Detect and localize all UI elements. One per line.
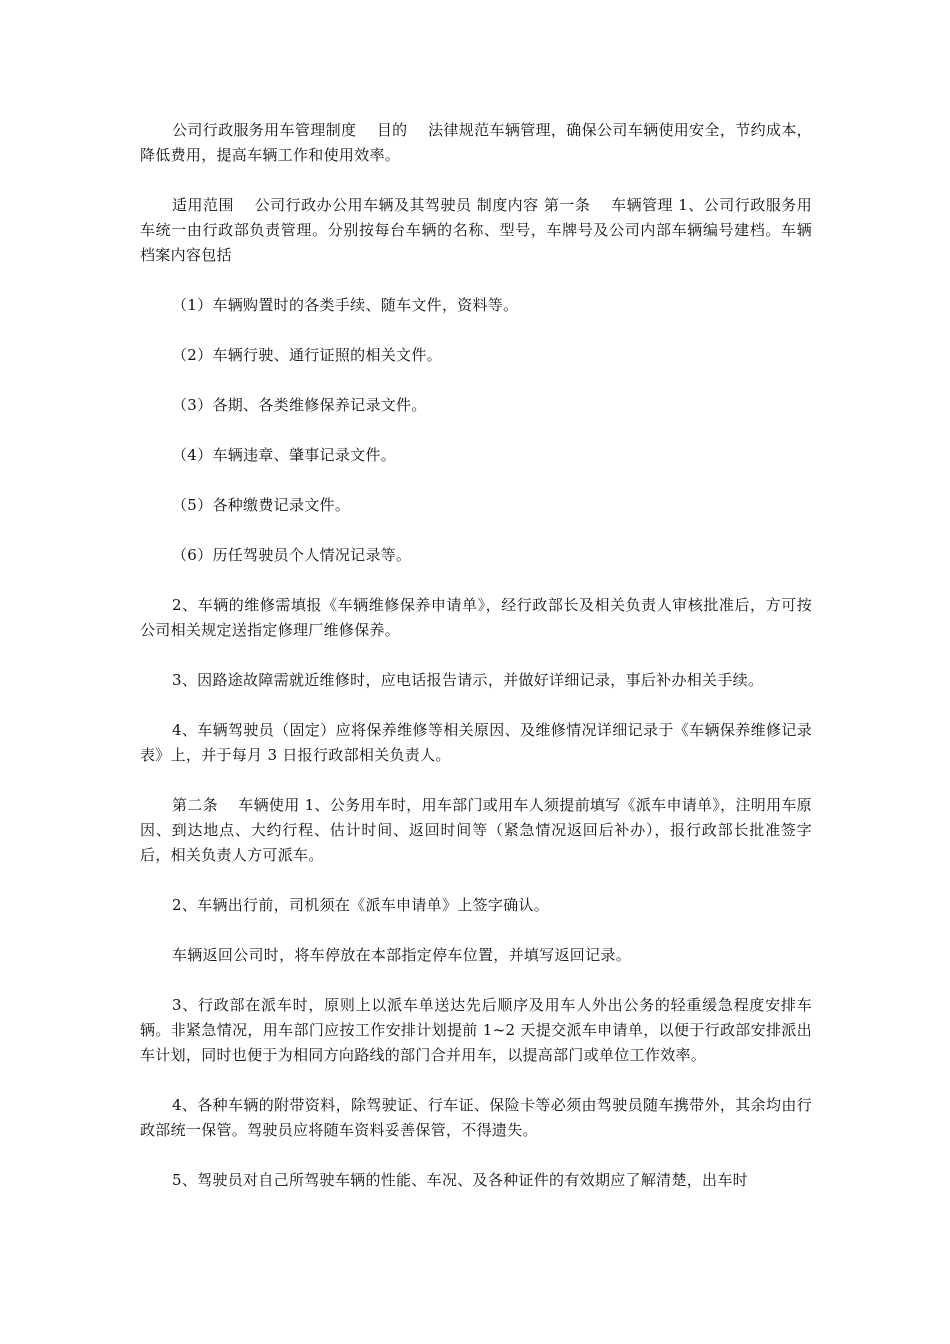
paragraph-maintenance-record: 4、车辆驾驶员（固定）应将保养维修等相关原因、及维修情况详细记录于《车辆保养维修记录表》上，并于每月 3 日报行政部相关负责人。: [140, 721, 812, 764]
list-item: （1）车辆购置时的各类手续、随车文件，资料等。: [172, 296, 519, 314]
paragraph-vehicle-documents: 4、各种车辆的附带资料，除驾驶证、行车证、保险卡等必须由驾驶员随车携带外，其余均由行政部统一保管。驾驶员应将随车资料妥善保管，不得遗失。: [140, 1096, 812, 1139]
paragraph-scope: 适用范围 公司行政办公用车辆及其驾驶员 制度内容 第一条 车辆管理 1、公司行政服务用车统一由行政部负责管理。分别按每台车辆的名称、型号，车牌号及公司内部车辆编号建档。车辆档案内容包括: [140, 196, 812, 264]
paragraph-dispatch-order: 3、行政部在派车时，原则上以派车单送达先后顺序及用车人外出公务的轻重缓急程度安排车辆。非紧急情况，用车部门应按工作安排计划提前 1~2 天提交派车申请单，以便于行政部安排派出车计划，同时也便于为相同方向路线的部门合并用车，以提高部门或单位工作效率。: [140, 996, 812, 1064]
list-item: （2）车辆行驶、通行证照的相关文件。: [172, 346, 442, 364]
list-item: （4）车辆违章、肇事记录文件。: [172, 446, 397, 464]
document-page: [140, 118, 812, 1218]
paragraph-driver-knowledge: 5、驾驶员对自己所驾驶车辆的性能、车况、及各种证件的有效期应了解清楚，出车时: [172, 1171, 748, 1189]
list-item: （3）各期、各类维修保养记录文件。: [172, 396, 427, 414]
paragraph-repair-application: 2、车辆的维修需填报《车辆维修保养申请单》，经行政部长及相关负责人审核批准后，方可按公司相关规定送指定修理厂维修保养。: [140, 596, 812, 639]
paragraph-vehicle-return: 车辆返回公司时，将车停放在本部指定停车位置，并填写返回记录。: [172, 946, 632, 964]
list-item: （6）历任驾驶员个人情况记录等。: [172, 546, 412, 564]
paragraph-roadside-repair: 3、因路途故障需就近维修时，应电话报告请示，并做好详细记录，事后补办相关手续。: [172, 671, 764, 689]
paragraph-driver-signature: 2、车辆出行前，司机须在《派车申请单》上签字确认。: [172, 896, 550, 914]
paragraph-intro: 公司行政服务用车管理制度 目的 法律规范车辆管理，确保公司车辆使用安全，节约成本，降低费用，提高车辆工作和使用效率。: [140, 121, 812, 164]
paragraph-article-two: 第二条 车辆使用 1、公务用车时，用车部门或用车人须提前填写《派车申请单》，注明用车原因、到达地点、大约行程、估计时间、返回时间等（紧急情况返回后补办），报行政部长批准签字后，相关负责人方可派车。: [140, 796, 812, 864]
list-item: （5）各种缴费记录文件。: [172, 496, 351, 514]
